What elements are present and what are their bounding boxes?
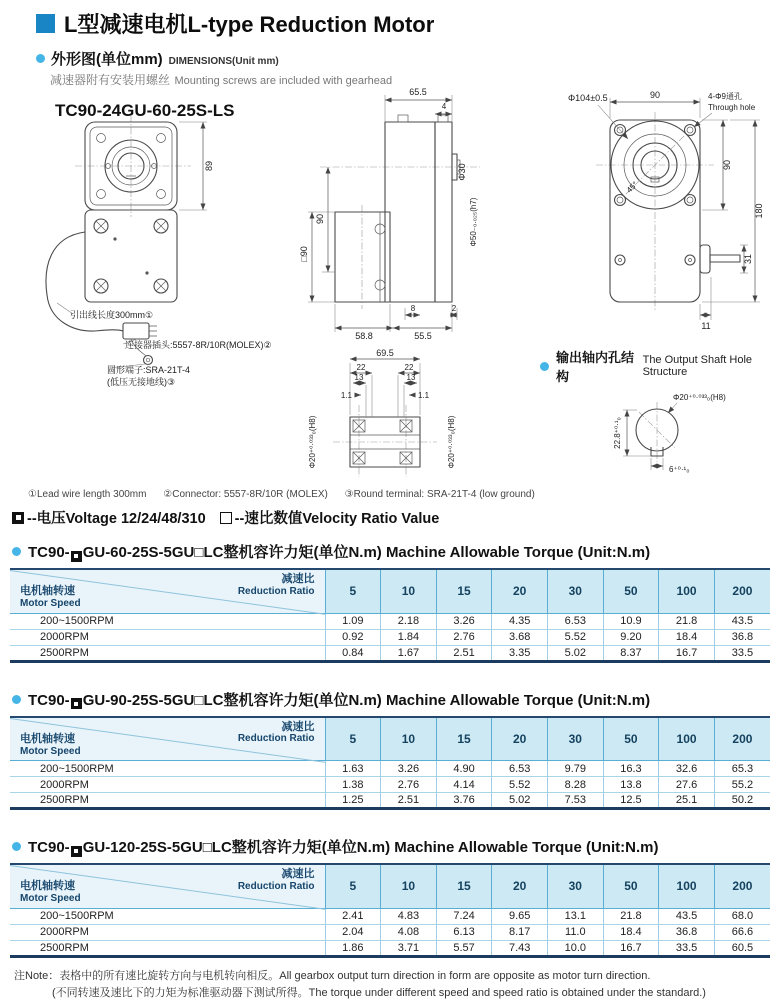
dim-label: Through hole — [708, 103, 756, 112]
value-cell: 11.0 — [548, 924, 604, 940]
corner-bottom-zh: 电机轴转速 — [20, 585, 75, 598]
voltage-symbol-icon — [71, 698, 82, 709]
table-title-prefix: TC90- — [28, 544, 70, 561]
table-corner-cell — [10, 569, 325, 613]
value-cell: 21.8 — [659, 613, 715, 629]
col-header: 5 — [325, 717, 381, 761]
row-label: 200~1500RPM — [10, 908, 325, 924]
value-cell: 25.1 — [659, 793, 715, 809]
value-cell: 8.17 — [492, 924, 548, 940]
col-header: 15 — [436, 864, 492, 908]
value-cell: 36.8 — [659, 924, 715, 940]
value-cell: 7.24 — [436, 908, 492, 924]
dim-label: 22.8⁺⁰·¹₀ — [613, 417, 622, 449]
value-cell: 1.25 — [325, 793, 381, 809]
torque-table-120 — [10, 863, 770, 958]
callout-terminal-2: (低压无接地线)③ — [107, 377, 176, 387]
value-cell: 2.41 — [325, 908, 381, 924]
model-number: TC90-24GU-60-25S-LS — [55, 101, 235, 120]
dimensions-heading-en: DIMENSIONS(Unit mm) — [168, 56, 279, 67]
dim-label: 90 — [649, 90, 661, 100]
col-header: 5 — [325, 569, 381, 613]
col-header: 5 — [325, 864, 381, 908]
col-header: 15 — [436, 569, 492, 613]
dim-label: 31 — [743, 253, 753, 265]
bullet-dot-icon — [12, 695, 21, 704]
value-cell: 4.14 — [436, 777, 492, 793]
dim-label: Φ20⁺⁰·⁰³³₀(H8) — [447, 415, 456, 469]
value-cell: 4.35 — [492, 613, 548, 629]
dim-label: 13 — [354, 373, 364, 382]
value-cell: 5.02 — [492, 793, 548, 809]
col-header: 200 — [714, 717, 770, 761]
value-cell: 2.51 — [381, 793, 437, 809]
col-header: 200 — [714, 569, 770, 613]
dim-label: 4 — [441, 102, 447, 111]
value-cell: 0.92 — [325, 629, 381, 645]
callout-lead-wire: 引出线长度300mm① — [70, 310, 154, 320]
value-cell: 43.5 — [659, 908, 715, 924]
table-corner-cell — [10, 717, 325, 761]
bullet-dot-icon — [36, 54, 45, 63]
symbol-legend — [12, 507, 780, 528]
dim-label: 22 — [356, 363, 366, 372]
row-label: 2000RPM — [10, 629, 325, 645]
table-header-row — [10, 864, 770, 908]
ratio-symbol-icon — [220, 512, 232, 524]
col-header: 20 — [492, 717, 548, 761]
value-cell: 3.71 — [381, 940, 437, 956]
dim-label: 65.5 — [409, 87, 427, 97]
output-hole-heading-zh: 输出轴内孔结构 — [556, 350, 635, 384]
value-cell: 32.6 — [659, 761, 715, 777]
callout-connector: 连接器插头:5557-8R/10R(MOLEX)② — [125, 340, 272, 350]
dim-label: Φ20⁺⁰·⁰³³₀(H8) — [308, 415, 317, 469]
torque-table-60 — [10, 568, 770, 663]
value-cell: 1.84 — [381, 629, 437, 645]
table-row — [10, 645, 770, 661]
value-cell: 10.0 — [548, 940, 604, 956]
value-cell: 3.35 — [492, 645, 548, 661]
col-header: 20 — [492, 864, 548, 908]
bullet-dot-icon — [540, 362, 549, 371]
callout-terminal: 圆形端子:SRA-21T-4 — [107, 365, 191, 375]
output-hole-heading — [540, 347, 780, 385]
corner-bottom-en: Motor Speed — [20, 745, 81, 757]
value-cell: 9.79 — [548, 761, 604, 777]
note-line-2: (不同转速及速比下的力矩为标准驱动器下测试所得。The torque under different speed and speed ratio is obtained under the standard.) — [52, 987, 706, 1000]
value-cell: 3.76 — [436, 793, 492, 809]
table-title-90 — [12, 689, 780, 710]
col-header: 15 — [436, 717, 492, 761]
row-label: 2500RPM — [10, 940, 325, 956]
value-cell: 6.53 — [492, 761, 548, 777]
col-header: 100 — [659, 864, 715, 908]
value-cell: 5.52 — [492, 777, 548, 793]
rear-view-drawing — [540, 77, 780, 337]
bullet-dot-icon — [12, 842, 21, 851]
voltage-symbol-icon — [12, 512, 24, 524]
dimension-drawings — [0, 89, 780, 485]
table-row — [10, 613, 770, 629]
value-cell: 16.3 — [603, 761, 659, 777]
value-cell: 7.43 — [492, 940, 548, 956]
value-cell: 2.76 — [381, 777, 437, 793]
value-cell: 1.09 — [325, 613, 381, 629]
table-header-row — [10, 569, 770, 613]
value-cell: 8.37 — [603, 645, 659, 661]
col-header: 30 — [548, 717, 604, 761]
value-cell: 4.08 — [381, 924, 437, 940]
row-label: 200~1500RPM — [10, 613, 325, 629]
value-cell: 5.02 — [548, 645, 604, 661]
drawing-footnotes — [28, 489, 780, 500]
value-cell: 18.4 — [603, 924, 659, 940]
corner-top-zh: 减速比 — [281, 720, 315, 733]
corner-top-en: Reduction Ratio — [237, 733, 315, 745]
dim-label: 1.1 — [340, 391, 352, 400]
col-header: 50 — [603, 717, 659, 761]
table-title-rest: GU-120-25S-5GU□LC整机容许力矩(单位N.m) Machine Allowable Torque (Unit:N.m) — [82, 839, 659, 856]
value-cell: 10.9 — [603, 613, 659, 629]
value-cell: 43.5 — [714, 613, 770, 629]
table-title-prefix: TC90- — [28, 839, 70, 856]
value-cell: 65.3 — [714, 761, 770, 777]
value-cell: 68.0 — [714, 908, 770, 924]
footnote-1: ①Lead wire length 300mm — [28, 489, 147, 500]
col-header: 20 — [492, 569, 548, 613]
dim-label: □90 — [299, 246, 309, 262]
value-cell: 1.38 — [325, 777, 381, 793]
value-cell: 4.83 — [381, 908, 437, 924]
table-row — [10, 924, 770, 940]
corner-top-zh: 减速比 — [281, 573, 315, 585]
dim-label: 180 — [754, 203, 764, 219]
torque-table-90 — [10, 716, 770, 811]
dimensions-heading-zh: 外形图(单位mm) — [51, 51, 163, 68]
value-cell: 66.6 — [714, 924, 770, 940]
dim-label: 69.5 — [376, 348, 394, 358]
value-cell: 33.5 — [714, 645, 770, 661]
corner-top-en: Reduction Ratio — [237, 880, 315, 892]
dim-label: 45° — [624, 179, 640, 195]
value-cell: 5.57 — [436, 940, 492, 956]
value-cell: 7.53 — [548, 793, 604, 809]
corner-bottom-en: Motor Speed — [20, 598, 81, 609]
value-cell: 9.65 — [492, 908, 548, 924]
value-cell: 33.5 — [659, 940, 715, 956]
voltage-symbol-icon — [71, 846, 82, 857]
value-cell: 6.53 — [548, 613, 604, 629]
col-header: 200 — [714, 864, 770, 908]
title-square-icon — [36, 14, 55, 33]
corner-bottom-zh: 电机轴转速 — [20, 732, 75, 745]
output-hole-heading-en: The Output Shaft Hole Structure — [642, 354, 753, 378]
value-cell: 8.28 — [548, 777, 604, 793]
corner-bottom-zh: 电机轴转速 — [20, 880, 75, 893]
table-row — [10, 629, 770, 645]
table-corner-cell — [10, 864, 325, 908]
voltage-legend-label: --电压Voltage 12/24/48/310 — [27, 511, 206, 527]
bottom-notes — [14, 968, 780, 1003]
note-line-1: 注Note：表格中的所有速比旋转方向与电机转向相反。All gearbox output turn direction in form are opposite as motor turn direction. — [14, 969, 651, 982]
col-header: 10 — [381, 864, 437, 908]
table-row — [10, 793, 770, 809]
dim-label: 90 — [722, 159, 732, 171]
value-cell: 13.8 — [603, 777, 659, 793]
bullet-dot-icon — [12, 547, 21, 556]
col-header: 100 — [659, 717, 715, 761]
row-label: 2500RPM — [10, 793, 325, 809]
value-cell: 2.51 — [436, 645, 492, 661]
value-cell: 21.8 — [603, 908, 659, 924]
corner-bottom-en: Motor Speed — [20, 893, 81, 904]
ratio-legend-label: --速比数值Velocity Ratio Value — [234, 511, 440, 527]
col-header: 50 — [603, 864, 659, 908]
dim-label: Φ104±0.5 — [568, 93, 608, 103]
dim-label: Φ30 — [457, 163, 467, 181]
value-cell: 55.2 — [714, 777, 770, 793]
dim-label: 1.1 — [418, 391, 430, 400]
corner-top-zh: 减速比 — [281, 868, 315, 880]
dim-label: 13 — [406, 373, 416, 382]
dim-label: 55.5 — [414, 331, 432, 341]
output-hole-drawing — [585, 382, 770, 482]
dim-label: 11 — [701, 321, 711, 331]
mounting-note-en: Mounting screws are included with gearhead — [174, 75, 393, 87]
row-label: 2000RPM — [10, 777, 325, 793]
footnote-3: ③Round terminal: SRA-21T-4 (low ground) — [344, 489, 535, 500]
value-cell: 0.84 — [325, 645, 381, 661]
value-cell: 12.5 — [603, 793, 659, 809]
table-row — [10, 908, 770, 924]
value-cell: 2.18 — [381, 613, 437, 629]
row-label: 2500RPM — [10, 645, 325, 661]
col-header: 30 — [548, 864, 604, 908]
table-title-60 — [12, 541, 780, 562]
table-title-120 — [12, 836, 780, 857]
value-cell: 60.5 — [714, 940, 770, 956]
page-header — [0, 0, 780, 39]
table-title-prefix: TC90- — [28, 691, 70, 709]
value-cell: 4.90 — [436, 761, 492, 777]
row-label: 200~1500RPM — [10, 761, 325, 777]
table-title-rest: GU-60-25S-5GU□LC整机容许力矩(单位N.m) Machine Allowable Torque (Unit:N.m) — [82, 544, 651, 561]
col-header: 10 — [381, 569, 437, 613]
footnote-2: ②Connector: 5557-8R/10R (MOLEX) — [163, 489, 328, 500]
dim-label: 58.8 — [355, 331, 373, 341]
value-cell: 36.8 — [714, 629, 770, 645]
table-title-rest: GU-90-25S-5GU□LC整机容许力矩(单位N.m) Machine Allowable Torque (Unit:N.m) — [82, 691, 651, 709]
value-cell: 1.86 — [325, 940, 381, 956]
value-cell: 13.1 — [548, 908, 604, 924]
value-cell: 2.04 — [325, 924, 381, 940]
value-cell: 50.2 — [714, 793, 770, 809]
value-cell: 2.76 — [436, 629, 492, 645]
mounting-note-zh: 减速器附有安装用螺丝 — [50, 73, 171, 87]
table-header-row — [10, 717, 770, 761]
side-view-drawing — [300, 82, 485, 342]
value-cell: 16.7 — [603, 940, 659, 956]
shaft-section-drawing — [305, 347, 470, 482]
value-cell: 18.4 — [659, 629, 715, 645]
dim-label: 6⁺⁰·¹₀ — [669, 465, 690, 474]
dim-label: 2 — [451, 304, 457, 313]
table-row — [10, 777, 770, 793]
front-view-drawing — [35, 117, 310, 412]
dim-label: Φ50₋₀.₀₂₅(h7) — [469, 197, 478, 247]
value-cell: 16.7 — [659, 645, 715, 661]
col-header: 10 — [381, 717, 437, 761]
dim-label: 8 — [410, 304, 416, 313]
dim-label: 4-Φ9通孔 — [708, 92, 742, 101]
value-cell: 3.68 — [492, 629, 548, 645]
value-cell: 27.6 — [659, 777, 715, 793]
dim-label: 22 — [404, 363, 414, 372]
value-cell: 6.13 — [436, 924, 492, 940]
dimensions-heading — [36, 48, 780, 69]
row-label: 2000RPM — [10, 924, 325, 940]
value-cell: 5.52 — [548, 629, 604, 645]
dim-label: 89 — [204, 160, 214, 172]
value-cell: 3.26 — [436, 613, 492, 629]
value-cell: 9.20 — [603, 629, 659, 645]
value-cell: 3.26 — [381, 761, 437, 777]
dim-label: 90 — [315, 213, 325, 225]
table-row — [10, 940, 770, 956]
corner-top-en: Reduction Ratio — [237, 585, 315, 597]
value-cell: 1.63 — [325, 761, 381, 777]
dim-label: Φ20⁺⁰·⁰³³₀(H8) — [673, 393, 726, 402]
voltage-symbol-icon — [71, 551, 82, 562]
table-row — [10, 761, 770, 777]
page-title: L型减速电机L-type Reduction Motor — [64, 12, 435, 37]
col-header: 50 — [603, 569, 659, 613]
col-header: 100 — [659, 569, 715, 613]
value-cell: 1.67 — [381, 645, 437, 661]
col-header: 30 — [548, 569, 604, 613]
